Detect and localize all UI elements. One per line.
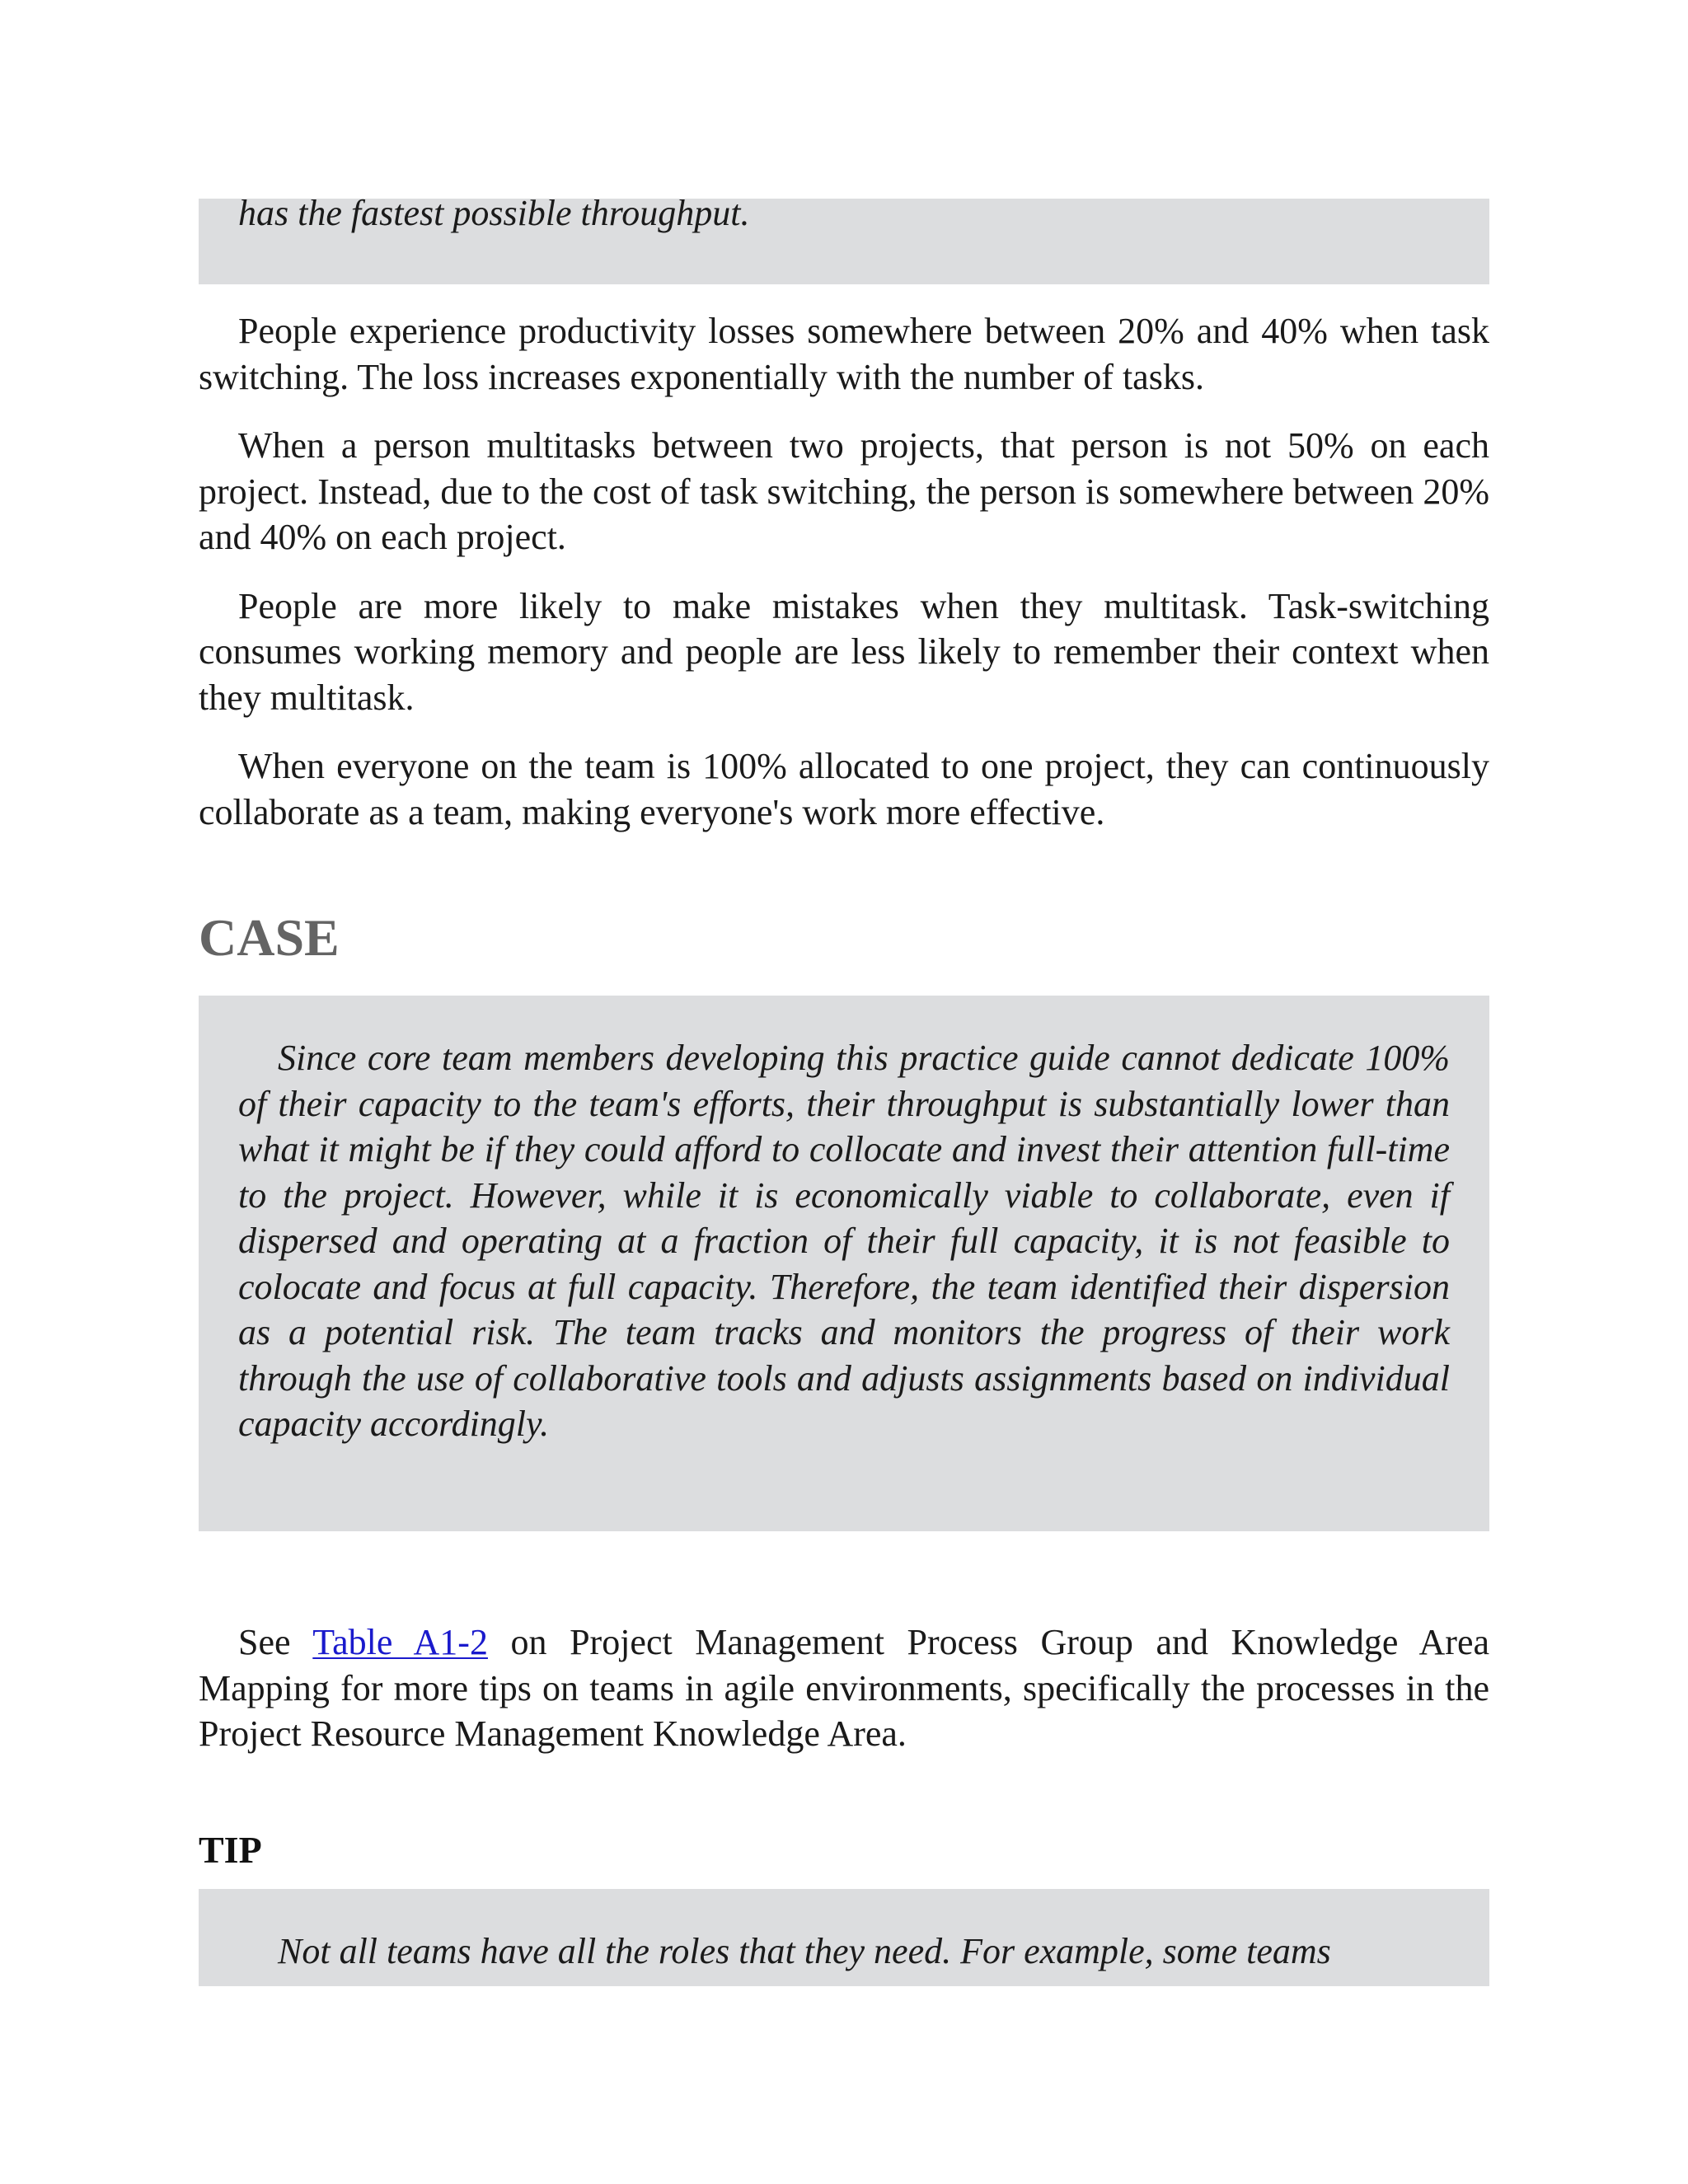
paragraph-mistakes: People are more likely to make mistakes when they multitask. Task-switching consumes working memory and people are less likely to remember their context when they multitask. [199,585,1489,718]
table-a1-2-link[interactable]: Table A1-2 [312,1622,488,1662]
note-box-text: has the fastest possible throughput. [238,193,750,233]
paragraph-multitask-two-projects: When a person multitasks between two projects, that person is not 50% on each project. Instead, due to the cost of task switching, the person is somewhere between 20% and 40% on each project. [199,425,1489,557]
see-also-suffix: on Project Management Process Group and Knowledge Area Mapping for more tips on teams in agile environments, specifically the processes in the Project Resource Management Knowledge Area. [199,1622,1489,1754]
tip-heading: TIP [199,1829,262,1871]
tip-text: Not all teams have all the roles that they need. For example, some teams [278,1931,1331,1971]
see-also-paragraph [199,1619,1489,1757]
paragraph-full-allocation: When everyone on the team is 100% allocated to one project, they can continuously collaborate as a team, making everyone's work more effective. [199,746,1489,832]
see-also-prefix: See [238,1622,291,1662]
paragraph-productivity-losses: People experience productivity losses somewhere between 20% and 40% when task switching. The loss increases exponentially with the number of tasks. [199,311,1489,397]
case-text: Since core team members developing this practice guide cannot dedicate 100% of their capacity to the team's efforts, their throughput is substantially lower than what it might be if they could afford to collocate and invest their attention full-time to the project. However, while it is economically viable to collaborate, even if dispersed and operating at a fraction of their full capacity, it is not feasible to colocate and focus at full capacity. Therefore, the team identified their dispersion as a potential risk. The team tracks and monitors the progress of their work through the use of collaborative tools and adjusts assignments based on individual capacity accordingly. [238,1038,1450,1444]
case-heading: CASE [199,908,340,967]
note-box-continued [199,193,1489,284]
body-text [199,308,1489,835]
case-box [199,996,1489,1531]
tip-box [199,1889,1489,1986]
